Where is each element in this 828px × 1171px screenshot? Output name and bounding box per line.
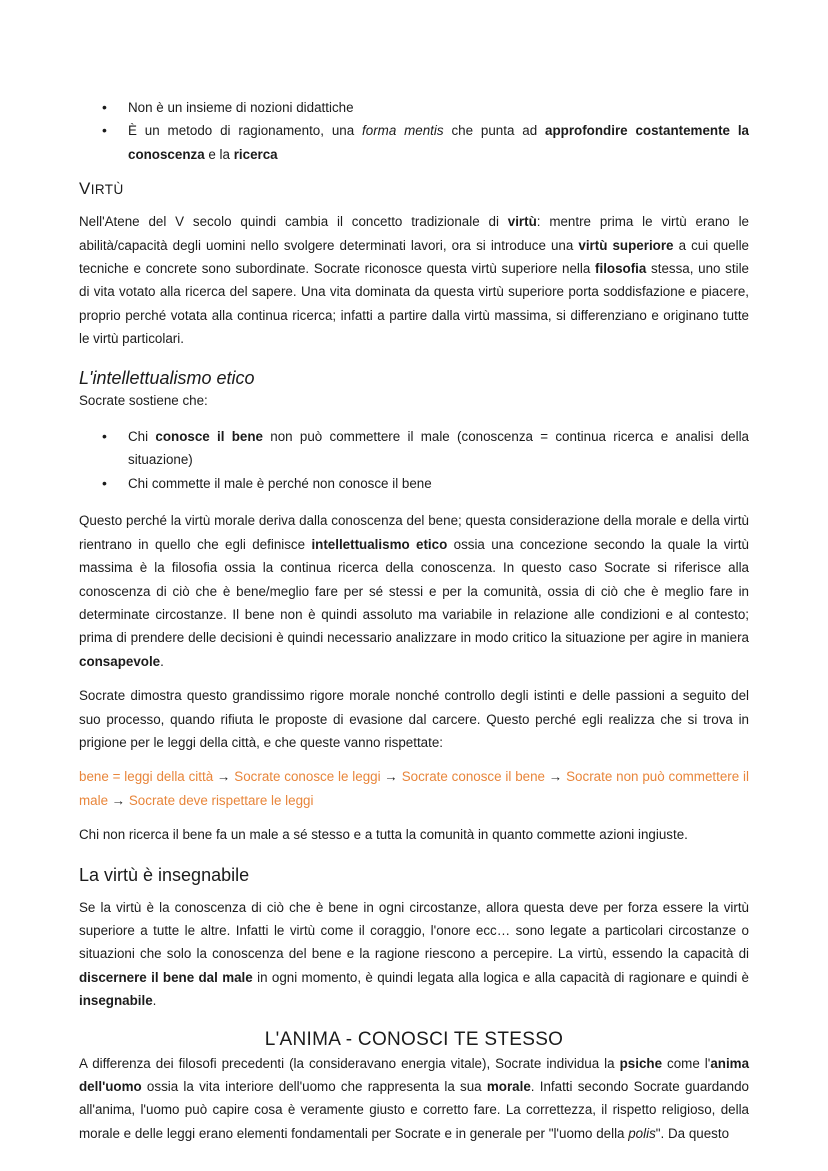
paragraph-conclusion: Chi non ricerca il bene fa un male a sé stesso e a tutta la comunità in quanto commette azioni ingiuste. xyxy=(79,827,688,843)
list-item: • È un metodo di ragionamento, una forma mentis che punta ad approfondire costantemente la conoscenza e la ricerca xyxy=(79,119,749,166)
list-item: • Chi conosce il bene non può commettere il male (conoscenza = continua ricerca e analisi della situazione) xyxy=(79,425,749,472)
intro-bullet-list xyxy=(79,96,749,166)
paragraph-lead: Socrate sostiene che: xyxy=(79,392,208,408)
bullet-icon: • xyxy=(102,428,107,445)
paragraph-processo: Socrate dimostra questo grandissimo rigore morale nonché controllo degli istinti e delle passioni a seguito del suo processo, quando rifiuta le proposte di evasione dal carcere. Questo perché egli realizza che si trova in prigione per le leggi della città, e che queste vanno rispettate: xyxy=(79,688,749,750)
section-heading-intellettualismo: L'intellettualismo etico xyxy=(79,367,255,388)
bullet-icon: • xyxy=(102,99,107,115)
paragraph-anima: A differenza dei filosofi precedenti (la consideravano energia vitale), Socrate individua la psiche come l'anima dell'uomo ossia la vita interiore dell'uomo che rappresenta la sua morale. Infatti secondo Socrate guardando all'anima, l'uomo può capire cosa è veramente giusto e corretto fare. La correttezza, il rispetto religioso, della morale e delle leggi erano elementi fondamentali per Socrate e in generale per "l'uomo della polis". Da questo xyxy=(79,1055,750,1141)
arrow-right-icon: → xyxy=(213,769,235,785)
paragraph-insegnabile: Se la virtù è la conoscenza di ciò che è bene in ogni circostanze, allora questa deve per forza essere la virtù superiore a tutte le altre. Infatti le virtù come il coraggio, l'onore ecc… sono legate a particolari circostanze o situazioni che solo la conoscenza del bene e la ragione riescono a percepire. La virtù, essendo la capacità di discernere il bene dal male in ogni momento, è quindi legata alla logica e alla capacità di ragionare e quindi è insegnabile. xyxy=(79,899,750,1009)
reasoning-chain: bene = leggi della città → Socrate conosce le leggi → Socrate conosce il bene → Socrate non può commettere il male → Socrate deve rispettare le leggi xyxy=(79,769,750,808)
page-content xyxy=(79,96,749,1145)
bullet-icon: • xyxy=(102,122,107,139)
bullet-icon: • xyxy=(102,474,107,491)
arrow-right-icon: → xyxy=(380,769,402,785)
section-heading-insegnabile: La virtù è insegnabile xyxy=(79,864,250,885)
list-item: • Chi commette il male è perché non conosce il bene xyxy=(79,472,749,495)
section-heading-virtu: VIRTÙ xyxy=(79,179,124,199)
paragraph-virtu: Nell'Atene del V secolo quindi cambia il concetto tradizionale di virtù: mentre prima le virtù erano le abilità/capacità degli uomini nello svolgere determinati lavori, ora si introduce una virtù superiore a cui quelle tecniche e concrete sono subordinate. Socrate riconosce questa virtù superiore nella filosofia stessa, uno stile di vita votato alla ricerca del sapere. Una vita dominata da questa virtù superiore porta soddisfazione e piacere, proprio perché votata alla continua ricerca; infatti a partire dalla virtù massima, si differenziano e originano tutte le virtù particolari. xyxy=(79,214,750,347)
list-item: • Non è un insieme di nozioni didattiche xyxy=(79,96,749,119)
paragraph-intellettualismo: Questo perché la virtù morale deriva dalla conoscenza del bene; questa considerazione della morale e della virtù rientrano in quello che egli definisce intellettualismo etico ossia una concezione secondo la quale la virtù massima è la filosofia ossia la continua ricerca della conoscenza. In questo caso Socrate si riferisce alla conoscenza di ciò che è bene/meglio fare per sé stessi e per la comunità, ossia di ciò che è meglio fare in determinate circostanze. Il bene non è quindi assoluto ma variabile in relazione alle condizioni e al contesto; prima di prendere delle decisioni è quindi necessario analizzare in modo critico la situazione per agire in maniera consapevole. xyxy=(79,513,749,669)
arrow-right-icon: → xyxy=(545,769,567,785)
intellettualismo-bullet-list xyxy=(79,425,749,495)
section-heading-anima: L'ANIMA - CONOSCI TE STESSO xyxy=(264,1028,564,1050)
arrow-right-icon: → xyxy=(108,792,129,808)
